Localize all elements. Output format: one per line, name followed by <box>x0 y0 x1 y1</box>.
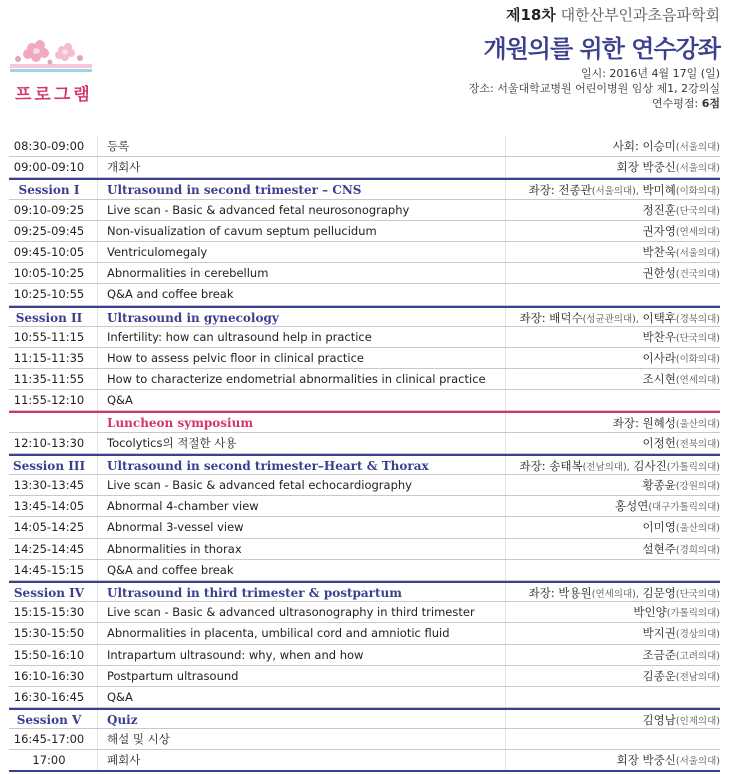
schedule-row <box>9 687 720 708</box>
column-divider <box>97 327 98 347</box>
speaker-cell <box>617 750 720 772</box>
talk-title: Q&A <box>107 689 133 704</box>
speaker-name: 권자영 <box>642 223 676 238</box>
column-divider <box>97 583 98 601</box>
speaker-name: 홍성연 <box>615 499 649 514</box>
column-divider <box>505 242 506 262</box>
speaker-name: 조시현 <box>642 372 676 387</box>
column-divider <box>97 180 98 198</box>
speaker-name: 황종윤 <box>642 478 676 492</box>
speaker-name: 정진훈 <box>642 202 676 217</box>
talk-title: Postpartum ultrasound <box>107 668 239 683</box>
column-divider <box>505 390 506 410</box>
column-divider <box>505 369 506 389</box>
speaker-name: 김문영 <box>638 585 676 600</box>
column-divider <box>505 475 506 495</box>
time-cell: 13:30-13:45 <box>13 478 85 492</box>
speaker-cell <box>617 157 720 179</box>
speaker-name: 좌장: 원혜성 <box>612 416 676 431</box>
speaker-cell <box>643 517 720 539</box>
talk-title: Q&A and coffee break <box>107 562 234 577</box>
speaker-affiliation: (경북의대) <box>675 313 720 325</box>
speaker-name: 회장 박중신 <box>616 160 676 175</box>
session-title: Ultrasound in third trimester & postpartum <box>107 585 402 600</box>
header <box>0 0 734 140</box>
column-divider <box>505 687 506 707</box>
talk-title: Ventriculomegaly <box>107 244 208 259</box>
session-label: Session V <box>16 713 82 728</box>
schedule-row <box>9 750 720 771</box>
time-cell: 14:05-14:25 <box>13 520 85 535</box>
time-cell: 12:10-13:30 <box>13 435 85 450</box>
column-divider <box>97 602 98 622</box>
speaker-cell <box>643 327 720 349</box>
schedule-row <box>9 348 720 369</box>
speaker-affiliation: (전북의대) <box>675 438 720 450</box>
column-divider <box>97 308 98 326</box>
column-divider <box>505 284 506 304</box>
column-divider <box>97 456 98 474</box>
column-divider <box>97 369 98 389</box>
schedule-row <box>9 433 720 454</box>
speaker-name: 좌장: 박용원 <box>528 585 592 600</box>
column-divider <box>97 560 98 580</box>
column-divider <box>505 263 506 283</box>
schedule-row <box>9 221 720 242</box>
talk-title: Q&A and coffee break <box>107 287 234 302</box>
column-divider <box>505 456 506 474</box>
talk-title: Q&A <box>107 393 133 408</box>
speaker-cell <box>643 666 720 688</box>
column-divider <box>97 263 98 283</box>
schedule-row <box>9 369 720 390</box>
time-cell: 14:25-14:45 <box>13 541 85 556</box>
event-info <box>469 66 720 111</box>
session-header-row <box>9 581 720 602</box>
column-divider <box>97 623 98 643</box>
column-divider <box>97 750 98 769</box>
schedule-row <box>9 284 720 305</box>
schedule-row <box>9 602 720 623</box>
speaker-cell <box>643 369 720 391</box>
speaker-name: 김종운 <box>642 668 676 683</box>
column-divider <box>97 475 98 495</box>
time-cell: 15:50-16:10 <box>13 647 85 662</box>
schedule-row <box>9 623 720 644</box>
talk-title: 폐회사 <box>107 753 141 768</box>
column-divider <box>97 710 98 728</box>
speaker-affiliation: (이화의대) <box>675 186 720 198</box>
credit-label: 연수평점: <box>652 97 699 110</box>
speaker-affiliation: (경상의대) <box>675 629 720 641</box>
column-divider <box>97 390 98 410</box>
column-divider <box>505 413 506 431</box>
talk-title: Abnormal 4-chamber view <box>107 499 259 514</box>
session-label: Session III <box>12 458 86 473</box>
talk-title: Abnormalities in thorax <box>107 541 242 556</box>
speaker-name: 이택후 <box>638 310 676 325</box>
speaker-cell <box>643 263 720 285</box>
column-divider <box>97 221 98 241</box>
session-header-row <box>9 306 720 327</box>
talk-title: Abnormal 3-vessel view <box>107 520 244 535</box>
column-divider <box>505 308 506 326</box>
society-name: 대한산부인과초음파학회 <box>560 6 720 24</box>
talk-title: Live scan - Basic & advanced fetal echocardiography <box>107 478 412 492</box>
time-cell: 09:45-10:05 <box>13 244 85 259</box>
column-divider <box>97 666 98 686</box>
session-title: Ultrasound in second trimester – CNS <box>107 183 362 198</box>
speaker-name: 박지권 <box>642 626 676 641</box>
column-divider <box>97 496 98 516</box>
speaker-affiliation: (고려의대) <box>675 650 720 662</box>
time-cell: 15:15-15:30 <box>13 605 85 620</box>
speaker-affiliation: (전남의대) <box>675 671 720 683</box>
speaker-cell <box>643 475 720 497</box>
event-subtitle <box>483 4 720 25</box>
schedule-table <box>9 136 720 772</box>
column-divider <box>505 560 506 580</box>
schedule-row <box>9 390 720 411</box>
time-cell: 11:35-11:55 <box>13 372 85 387</box>
event-date: 일시: 2016년 4월 17일 (일) <box>580 67 720 80</box>
column-divider <box>97 348 98 368</box>
column-divider <box>505 710 506 728</box>
speaker-affiliation: (연세의대) <box>675 226 720 238</box>
speaker-affiliation: (단국의대) <box>675 205 720 217</box>
speaker-affiliation: (울산의대) <box>675 523 720 535</box>
speaker-affiliation: (건국의대) <box>675 269 720 281</box>
speaker-cell <box>615 496 720 518</box>
schedule-row <box>9 242 720 263</box>
time-cell: 09:10-09:25 <box>13 202 85 217</box>
column-divider <box>505 327 506 347</box>
column-divider <box>97 200 98 220</box>
column-divider <box>97 433 98 453</box>
time-cell: 16:30-16:45 <box>13 689 85 704</box>
time-cell: 17:00 <box>32 753 66 768</box>
column-divider <box>505 517 506 537</box>
column-divider <box>505 666 506 686</box>
speaker-cell <box>643 433 720 455</box>
speaker-affiliation: (강원의대) <box>675 481 720 492</box>
speaker-cell <box>643 242 720 264</box>
session-header-row <box>9 708 720 729</box>
column-divider <box>97 517 98 537</box>
speaker-name: 박찬우 <box>642 329 676 344</box>
column-divider <box>505 180 506 198</box>
speaker-name: 이정헌 <box>642 435 676 450</box>
column-divider <box>505 539 506 559</box>
speaker-cell <box>643 539 720 561</box>
column-divider <box>505 645 506 665</box>
column-divider <box>97 687 98 707</box>
event-credit <box>469 96 720 111</box>
time-cell: 10:05-10:25 <box>13 266 85 281</box>
speaker-name: 회장 박중신 <box>616 753 676 768</box>
speaker-affiliation: (전남의대), <box>582 461 630 473</box>
speaker-name: 박인양 <box>633 605 667 620</box>
schedule-row <box>9 475 720 496</box>
speaker-name: 설현주 <box>642 541 676 556</box>
schedule-row <box>9 645 720 666</box>
edition-number: 제18차 <box>505 6 556 24</box>
column-divider <box>505 496 506 516</box>
column-divider <box>505 136 506 156</box>
column-divider <box>505 750 506 769</box>
speaker-name: 권한성 <box>642 266 676 281</box>
speaker-name: 박미혜 <box>638 183 676 198</box>
speaker-name: 좌장: 전종관 <box>528 183 592 198</box>
speaker-cell <box>643 645 720 667</box>
schedule-row <box>9 539 720 560</box>
program-label: 프로그램 <box>15 85 93 105</box>
talk-title: Intrapartum ultrasound: why, when and how <box>107 647 364 662</box>
speaker-name: 사회: 이승미 <box>612 139 676 153</box>
speaker-affiliation: (연세의대), <box>591 588 639 600</box>
session-label: Session I <box>18 183 80 198</box>
luncheon-row <box>9 411 720 432</box>
column-divider <box>97 242 98 262</box>
schedule-row <box>9 263 720 284</box>
column-divider <box>505 433 506 453</box>
time-cell: 09:25-09:45 <box>13 223 85 238</box>
speaker-affiliation: (연세의대) <box>675 375 720 387</box>
schedule-row <box>9 136 720 157</box>
schedule-row <box>9 496 720 517</box>
session-label: Session II <box>15 310 83 325</box>
speaker-name: 김사진 <box>629 458 667 473</box>
time-cell: 10:25-10:55 <box>13 287 85 302</box>
speaker-affiliation: (울산의대) <box>675 419 720 431</box>
speaker-cell <box>643 200 720 222</box>
schedule-row <box>9 560 720 581</box>
talk-title: 해설 및 시상 <box>107 732 170 747</box>
column-divider <box>505 348 506 368</box>
time-cell: 08:30-09:00 <box>13 139 85 153</box>
speaker-cell <box>613 136 720 158</box>
speaker-name: 조금준 <box>642 647 676 662</box>
talk-title: Live scan - Basic & advanced fetal neurosonography <box>107 202 410 217</box>
schedule-row <box>9 327 720 348</box>
talk-title: Abnormalities in placenta, umbilical cord and amniotic fluid <box>107 626 450 641</box>
column-divider <box>97 645 98 665</box>
talk-title: 개회사 <box>107 160 141 175</box>
time-cell: 14:45-15:15 <box>13 562 85 577</box>
column-divider <box>97 539 98 559</box>
column-divider <box>505 583 506 601</box>
speaker-affiliation: (단국의대) <box>675 332 720 344</box>
talk-title: How to assess pelvic floor in clinical practice <box>107 350 364 365</box>
speaker-affiliation: (서울의대) <box>675 247 720 259</box>
speaker-affiliation: (이화의대) <box>675 353 720 365</box>
speaker-affiliation: (서울의대) <box>675 756 720 768</box>
time-cell: 09:00-09:10 <box>13 160 85 175</box>
session-title: Quiz <box>107 713 138 728</box>
speaker-affiliation: (인제의대) <box>675 716 720 728</box>
speaker-name: 좌장: 송태복 <box>519 458 583 473</box>
title-block <box>483 4 720 64</box>
speaker-cell <box>643 623 720 645</box>
schedule-row <box>9 157 720 178</box>
session-title: Ultrasound in gynecology <box>107 310 279 325</box>
speaker-cell <box>643 221 720 243</box>
column-divider <box>505 157 506 177</box>
talk-title: Live scan - Basic & advanced ultrasonography in third trimester <box>107 605 475 620</box>
page-title: 개원의를 위한 연수강좌 <box>483 35 720 63</box>
talk-title: Tocolytics의 적절한 사용 <box>107 435 237 450</box>
talk-title: Infertility: how can ultrasound help in practice <box>107 329 372 344</box>
cherry-blossom-icon <box>10 38 92 78</box>
time-cell: 11:55-12:10 <box>13 393 85 408</box>
speaker-affiliation: (성균관의대), <box>582 313 639 325</box>
column-divider <box>97 136 98 156</box>
session-header-row <box>9 454 720 475</box>
column-divider <box>505 623 506 643</box>
schedule-row <box>9 666 720 687</box>
speaker-affiliation: (서울의대) <box>675 142 720 153</box>
speaker-affiliation: (대구가톨릭의대) <box>648 502 720 514</box>
column-divider <box>505 602 506 622</box>
time-cell: 13:45-14:05 <box>13 499 85 514</box>
schedule-row <box>9 200 720 221</box>
schedule-row <box>9 729 720 750</box>
time-cell: 16:45-17:00 <box>13 732 85 747</box>
event-venue: 장소: 서울대학교병원 어린이병원 임상 제1, 2강의실 <box>468 82 720 95</box>
speaker-cell <box>643 348 720 370</box>
speaker-name: 김영남 <box>642 713 676 728</box>
column-divider <box>505 729 506 749</box>
talk-title: 등록 <box>107 139 130 153</box>
talk-title: Non-visualization of cavum septum pellucidum <box>107 223 377 238</box>
speaker-affiliation: (서울의대) <box>675 163 720 175</box>
time-cell: 16:10-16:30 <box>13 668 85 683</box>
time-cell: 11:15-11:35 <box>13 350 85 365</box>
speaker-name: 좌장: 배덕수 <box>519 310 583 325</box>
column-divider <box>97 284 98 304</box>
speaker-name: 박찬욱 <box>642 244 676 259</box>
speaker-name: 이미영 <box>642 520 676 535</box>
speaker-name: 이사라 <box>642 350 676 365</box>
speaker-cell <box>633 602 720 624</box>
credit-value: 6점 <box>701 97 720 110</box>
column-divider <box>97 413 98 431</box>
talk-title: Luncheon symposium <box>107 416 254 431</box>
session-title: Ultrasound in second trimester–Heart & Thorax <box>107 458 429 473</box>
column-divider <box>97 157 98 177</box>
speaker-affiliation: (가톨릭의대) <box>666 608 720 620</box>
speaker-affiliation: (서울의대), <box>591 186 639 198</box>
schedule-row <box>9 517 720 538</box>
speaker-affiliation: (단국의대) <box>675 588 720 600</box>
session-label: Session IV <box>13 585 85 600</box>
session-header-row <box>9 178 720 199</box>
talk-title: How to characterize endometrial abnormalities in clinical practice <box>107 372 486 387</box>
speaker-affiliation: (경희의대) <box>675 544 720 556</box>
speaker-affiliation: (가톨릭의대) <box>666 461 720 473</box>
time-cell: 10:55-11:15 <box>13 329 85 344</box>
column-divider <box>505 221 506 241</box>
time-cell: 15:30-15:50 <box>13 626 85 641</box>
talk-title: Abnormalities in cerebellum <box>107 266 269 281</box>
column-divider <box>505 200 506 220</box>
column-divider <box>97 729 98 749</box>
